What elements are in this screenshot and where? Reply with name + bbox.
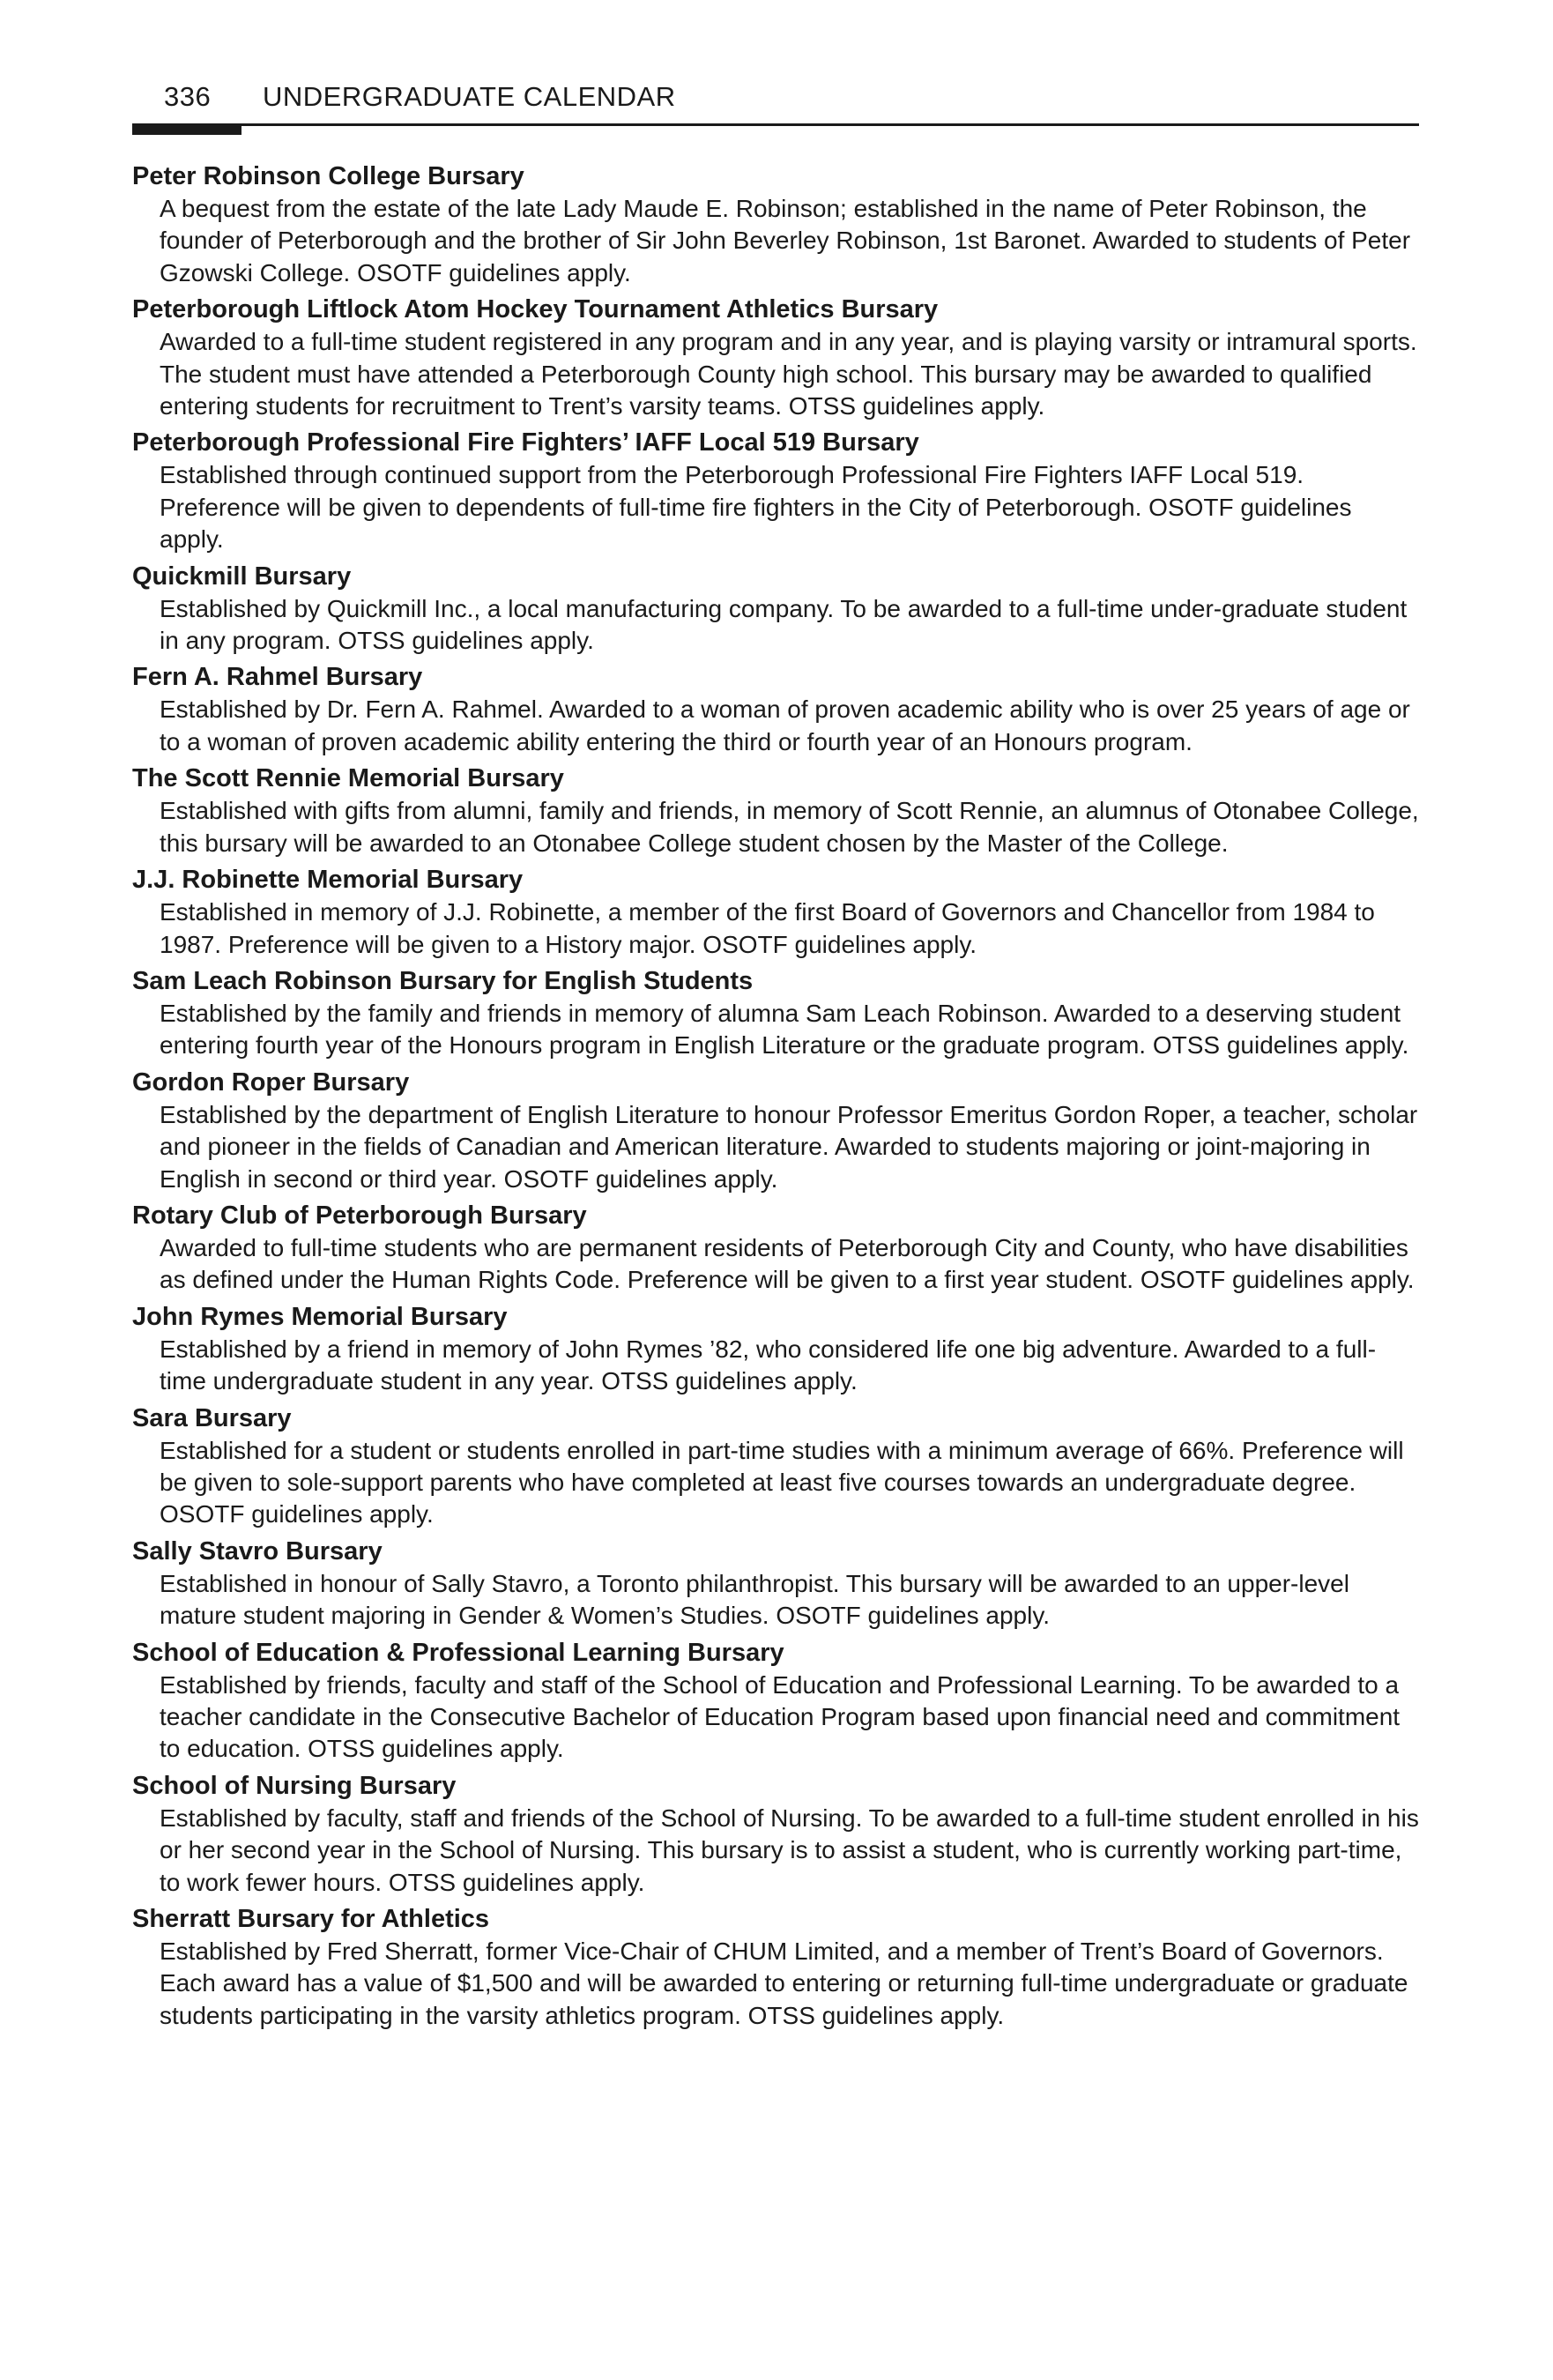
running-title: UNDERGRADUATE CALENDAR	[263, 81, 676, 112]
bursary-title: School of Nursing Bursary	[132, 1771, 457, 1800]
bursary-title: School of Education & Professional Learning Bursary	[132, 1638, 784, 1667]
bursary-description: Established by the family and friends in memory of alumna Sam Leach Robinson. Awarded to a deserving student entering fourth year of the Honours program in English Literature or the graduate program. OTSS guidelines apply.	[160, 999, 1409, 1060]
bursary-description: Established by Fred Sherratt, former Vice-Chair of CHUM Limited, and a member of Trent’s Board of Governors. Each award has a value of $1,500 and will be awarded to entering or returning full-time undergraduate or graduate students participating in the varsity athletics program. OTSS guidelines apply.	[160, 1937, 1408, 2029]
bursary-title: Sally Stavro Bursary	[132, 1536, 383, 1566]
bursary-description: Established through continued support from the Peterborough Professional Fire Fighters IAFF Local 519. Preference will be given to dependents of full-time fire fighters in the City of Peterborough. OSOTF guidelines apply.	[160, 461, 1352, 554]
bursary-description: Awarded to a full-time student registered in any program and in any year, and is playing varsity or intramural sports. The student must have attended a Peterborough County high school. This bursary may be awarded to qualified entering students for recruitment to Trent’s varsity teams. OTSS guidelines apply.	[160, 328, 1417, 420]
bursary-title: Rotary Club of Peterborough Bursary	[132, 1201, 587, 1230]
bursary-entry	[132, 661, 1419, 758]
bursary-description: Established with gifts from alumni, family and friends, in memory of Scott Rennie, an alumnus of Otonabee College, this bursary will be awarded to an Otonabee College student chosen by the Master of the College.	[160, 797, 1419, 857]
bursary-entry	[132, 864, 1419, 961]
bursary-title: Peterborough Professional Fire Fighters’ IAFF Local 519 Bursary	[132, 428, 919, 457]
header-rule	[132, 123, 1419, 126]
bursary-entry	[132, 1402, 1419, 1531]
bursary-description: Awarded to full-time students who are permanent residents of Peterborough City and County, who have disabilities as defined under the Human Rights Code. Preference will be given to a first year student. OSOTF guidelines apply.	[160, 1233, 1415, 1294]
bursary-entry	[132, 294, 1419, 422]
bursary-entry	[132, 160, 1419, 289]
bursary-title: The Scott Rennie Memorial Bursary	[132, 764, 564, 793]
bursary-title: Gordon Roper Bursary	[132, 1067, 410, 1097]
bursary-entry	[132, 427, 1419, 555]
bursary-title: Sara Bursary	[132, 1403, 292, 1432]
bursary-title: Sherratt Bursary for Athletics	[132, 1905, 490, 1934]
bursary-title: Sam Leach Robinson Bursary for English Students	[132, 966, 754, 995]
bursary-entry	[132, 561, 1419, 658]
bursary-entry	[132, 762, 1419, 859]
bursary-description: Established by Quickmill Inc., a local manufacturing company. To be awarded to a full-time under-graduate student in any program. OTSS guidelines apply.	[160, 594, 1408, 655]
bursary-entry	[132, 1637, 1419, 1766]
bursary-entry	[132, 1200, 1419, 1297]
bursary-title: Fern A. Rahmel Bursary	[132, 663, 423, 692]
bursary-description: Established by friends, faculty and staff of the School of Education and Professional Learning. To be awarded to a teacher candidate in the Consecutive Bachelor of Education Program based upon financial need and commitment to education. OTSS guidelines apply.	[160, 1670, 1401, 1763]
bursary-entry	[132, 1770, 1419, 1899]
bursary-entry	[132, 965, 1419, 1062]
bursary-list	[132, 160, 1419, 2036]
bursary-description: Established by faculty, staff and friends of the School of Nursing. To be awarded to a full-time student enrolled in his or her second year in the School of Nursing. This bursary is to assist a student, who is currently working part-time, to work fewer hours. OTSS guidelines apply.	[160, 1804, 1419, 1896]
bursary-title: John Rymes Memorial Bursary	[132, 1302, 508, 1331]
bursary-description: Established by a friend in memory of John Rymes ’82, who considered life one big adventure. Awarded to a full-time undergraduate student in any year. OTSS guidelines apply.	[160, 1335, 1377, 1395]
bursary-entry	[132, 1067, 1419, 1195]
bursary-title: J.J. Robinette Memorial Bursary	[132, 866, 524, 895]
page-header	[132, 81, 1419, 134]
bursary-description: A bequest from the estate of the late Lady Maude E. Robinson; established in the name of Peter Robinson, the founder of Peterborough and the brother of Sir John Beverley Robinson, 1st Baronet. Awarded to students of Peter Gzowski College. OSOTF guidelines apply.	[160, 195, 1411, 286]
bursary-title: Peterborough Liftlock Atom Hockey Tournament Athletics Bursary	[132, 295, 939, 324]
bursary-description: Established for a student or students enrolled in part-time studies with a minimum average of 66%. Preference will be given to sole-support parents who have completed at least five courses towards an undergraduate degree. OSOTF guidelines apply.	[160, 1436, 1404, 1528]
bursary-title: Quickmill Bursary	[132, 562, 352, 591]
bursary-title: Peter Robinson College Bursary	[132, 162, 524, 190]
bursary-entry	[132, 1301, 1419, 1398]
bursary-description: Established in honour of Sally Stavro, a Toronto philanthropist. This bursary will be awarded to an upper-level mature student majoring in Gender & Women’s Studies. OSOTF guidelines apply.	[160, 1569, 1349, 1630]
bursary-description: Established by the department of English Literature to honour Professor Emeritus Gordon Roper, a teacher, scholar and pioneer in the fields of Canadian and American literature. Awarded to students majoring or joint-majoring in English in second or third year. OSOTF guidelines apply.	[160, 1100, 1418, 1193]
header-rule-tab	[132, 123, 241, 135]
page-number: 336	[164, 81, 212, 112]
bursary-description: Established in memory of J.J. Robinette, a member of the first Board of Governors and Chancellor from 1984 to 1987. Preference will be given to a History major. OSOTF guidelines apply.	[160, 898, 1375, 958]
bursary-entry	[132, 1903, 1419, 2032]
bursary-description: Established by Dr. Fern A. Rahmel. Awarded to a woman of proven academic ability who is over 25 years of age or to a woman of proven academic ability entering the third or fourth year of an Honours program.	[160, 695, 1410, 755]
bursary-entry	[132, 1536, 1419, 1633]
